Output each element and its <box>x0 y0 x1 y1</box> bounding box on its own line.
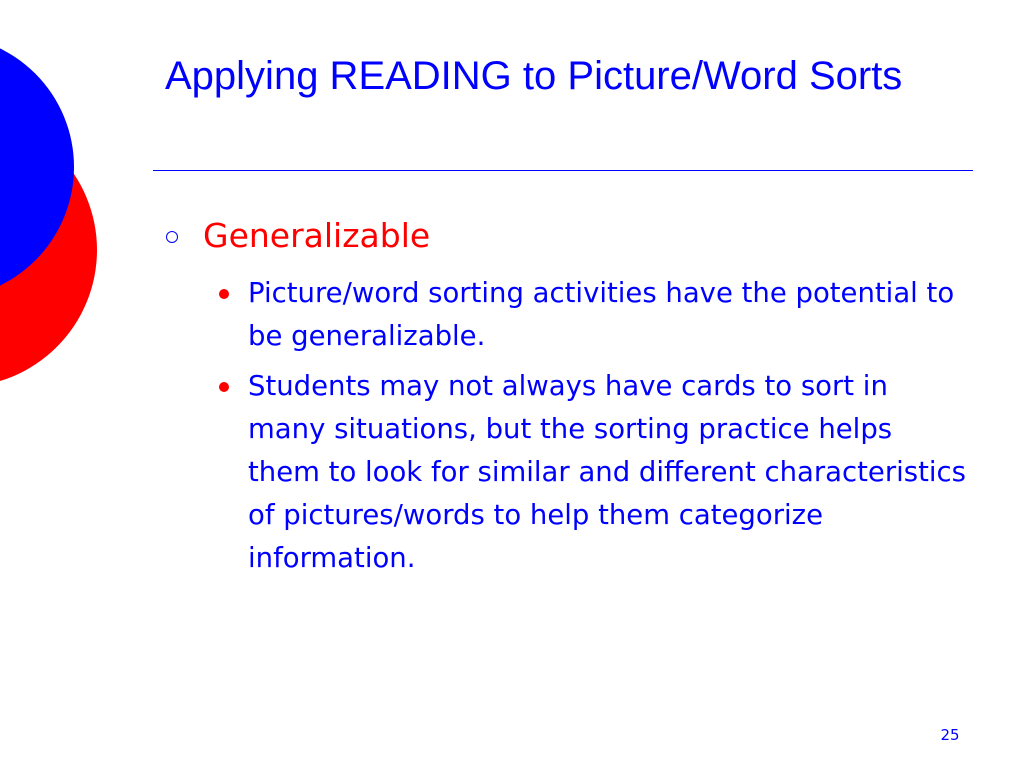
bullet-heading: Generalizable <box>203 216 431 255</box>
slide-title: Applying READING to Picture/Word Sorts <box>165 54 903 98</box>
filled-dot-bullet-icon <box>219 382 229 392</box>
sub-bullet-text: Students may not always have cards to sort in many situations, but the sorting practice helps them to look for similar and different characteristics of pictures/words to help them categorize information. <box>248 370 966 574</box>
hollow-circle-bullet-icon <box>166 231 178 243</box>
decorative-circles <box>0 0 110 420</box>
filled-dot-bullet-icon <box>219 289 229 299</box>
sub-bullet-text: Picture/word sorting activities have the potential to be generalizable. <box>248 277 955 352</box>
page-number: 25 <box>940 726 960 744</box>
title-divider <box>153 170 973 171</box>
